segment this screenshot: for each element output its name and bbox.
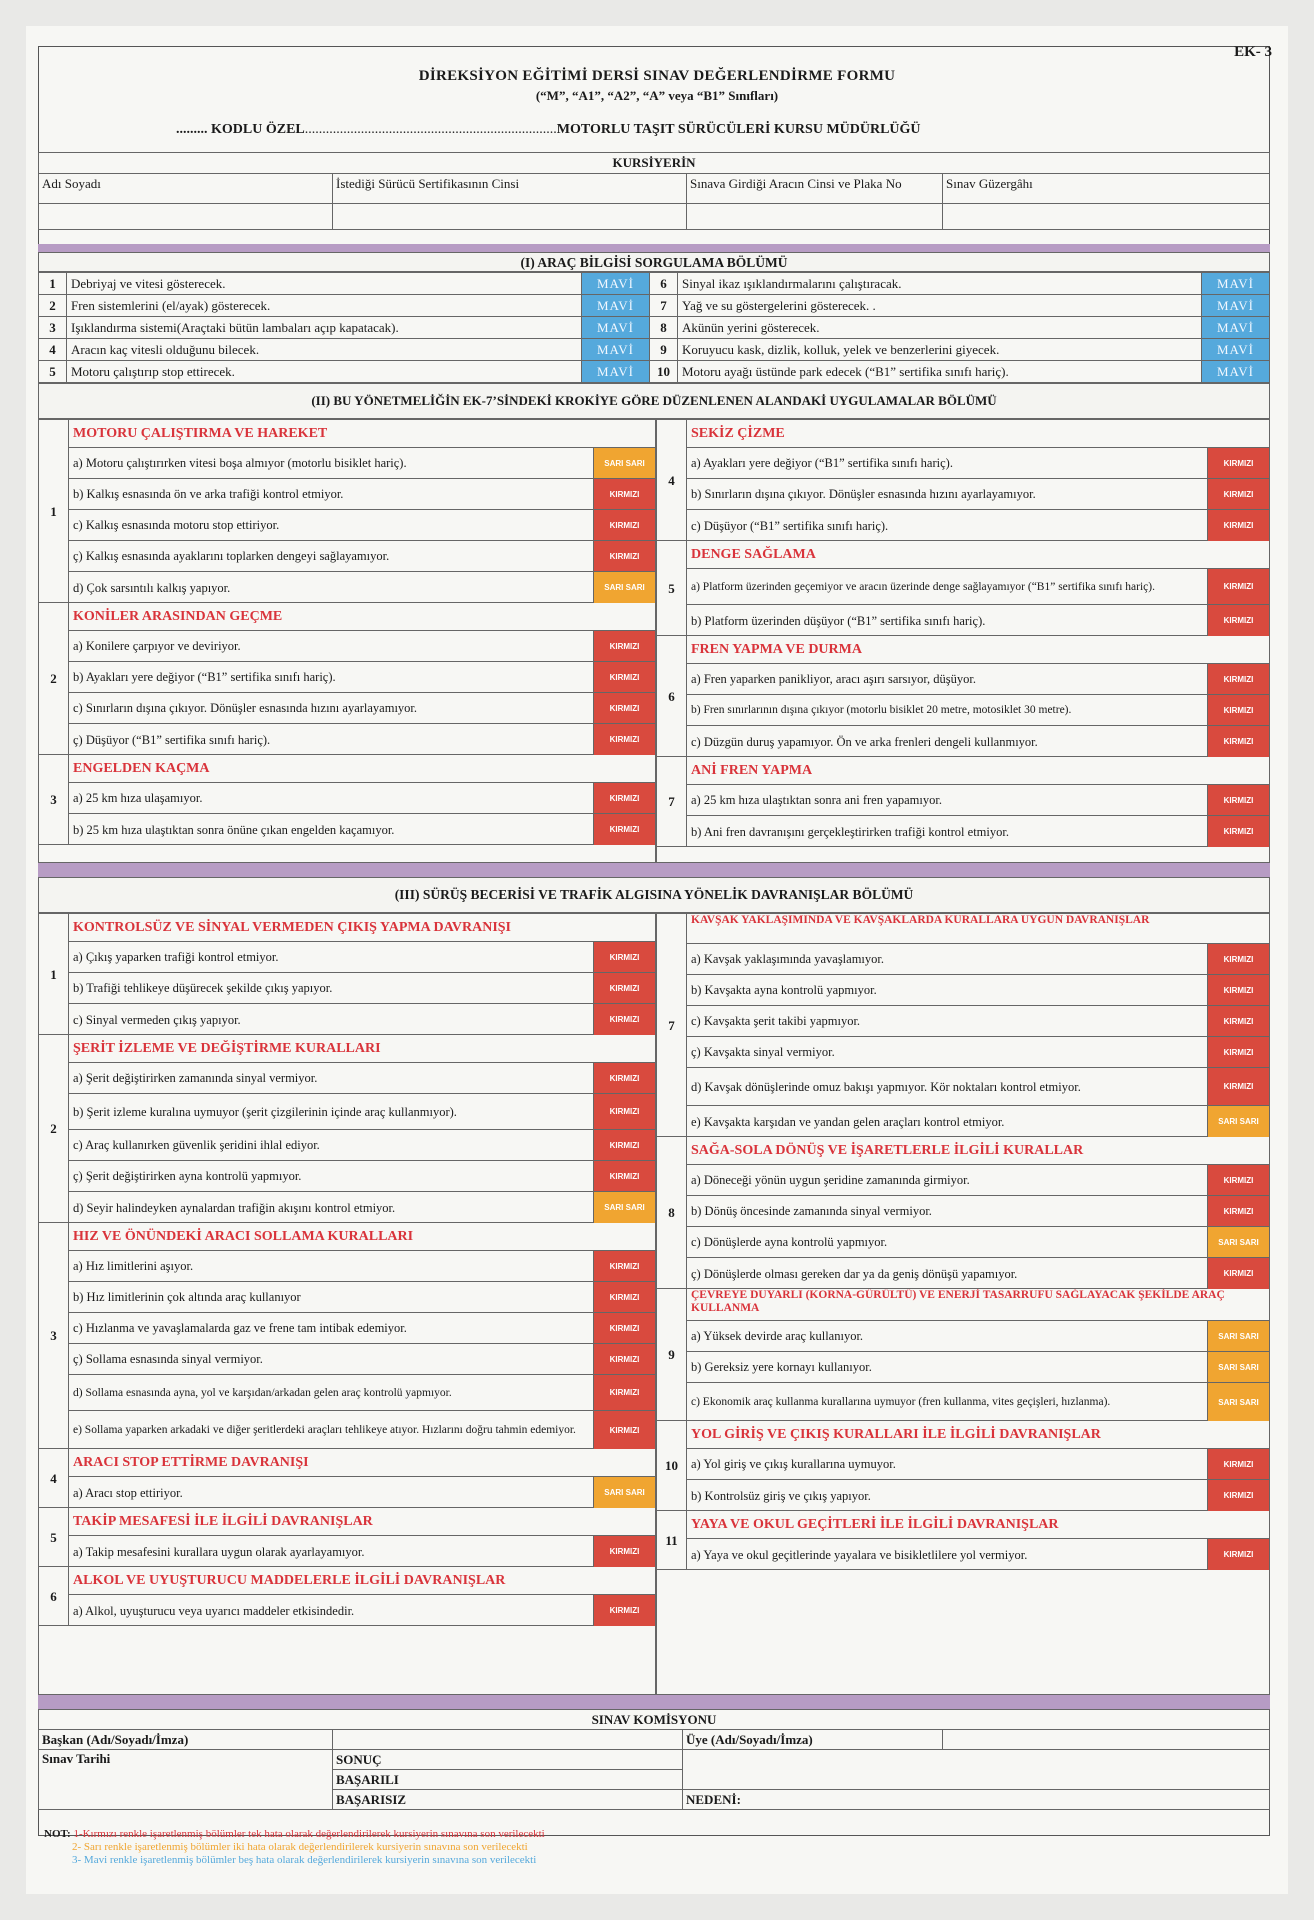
group-number: 1	[39, 420, 69, 603]
criteria-item	[69, 1161, 655, 1192]
criteria-group	[39, 1567, 655, 1626]
group-number: 4	[39, 1449, 69, 1508]
criteria-text: b) Kontrolsüz giriş ve çıkış yapıyor.	[691, 1488, 871, 1503]
section1-row	[39, 295, 1270, 317]
sari-badge[interactable]: SARI SARI	[1207, 1227, 1269, 1257]
group-number: 9	[657, 1289, 687, 1421]
criteria-text: d) Kavşak dönüşlerinde omuz bakışı yapmıyor. Kör noktaları kontrol etmiyor.	[691, 1079, 1081, 1094]
mavi-badge[interactable]: MAVİ	[1202, 361, 1270, 383]
criteria-group	[39, 420, 655, 603]
guzergah-label: Sınav Güzergâhı	[943, 174, 1270, 204]
group-number: 5	[657, 541, 687, 636]
kirmizi-badge[interactable]: KIRMIZI	[593, 1595, 655, 1626]
criteria-item	[687, 816, 1269, 847]
criteria-text: a) Kavşak yaklaşımında yavaşlamıyor.	[691, 952, 884, 966]
group-number: 10	[657, 1421, 687, 1511]
group-title: KONİLER ARASINDAN GEÇME	[69, 603, 655, 631]
basarisiz-option[interactable]: BAŞARISIZ	[333, 1790, 683, 1810]
criteria-item	[69, 1477, 655, 1508]
criteria-group	[657, 420, 1269, 541]
item-number: 10	[650, 361, 678, 383]
criteria-item	[687, 605, 1269, 636]
criteria-text: b) Sınırların dışına çıkıyor. Dönüşler esnasında hızını ayarlayamıyor.	[691, 487, 1036, 501]
criteria-item	[687, 1321, 1269, 1352]
kodlu-dots: ........................................................................	[304, 122, 557, 137]
kirmizi-badge[interactable]: KIRMIZI	[593, 1063, 655, 1093]
group-number: 4	[657, 420, 687, 541]
kirmizi-badge[interactable]: KIRMIZI	[593, 1130, 655, 1160]
section1-row	[39, 339, 1270, 361]
criteria-text: b) Kavşakta ayna kontrolü yapmıyor.	[691, 983, 877, 997]
sari-badge[interactable]: SARI SARI	[1207, 1383, 1269, 1421]
criteria-text: b) Ani fren davranışını gerçekleştirirken trafiği kontrol etmiyor.	[691, 824, 1009, 839]
section1-row	[39, 317, 1270, 339]
komisyon-table	[38, 1709, 1270, 1810]
criteria-item	[687, 1165, 1269, 1196]
item-text: Işıklandırma sistemi(Araçtaki bütün lambaları açıp kapatacak).	[67, 317, 582, 339]
criteria-group	[657, 1137, 1269, 1289]
group-title: HIZ VE ÖNÜNDEKİ ARACI SOLLAMA KURALLARI	[69, 1223, 655, 1251]
kirmizi-badge[interactable]: KIRMIZI	[1207, 664, 1269, 694]
kirmizi-badge[interactable]: KIRMIZI	[593, 541, 655, 571]
item-number: 8	[650, 317, 678, 339]
group-number: 1	[39, 914, 69, 1035]
kirmizi-badge[interactable]: KIRMIZI	[1207, 1037, 1269, 1067]
criteria-text: b) Trafiği tehlikeye düşürecek şekilde çıkış yapıyor.	[73, 981, 333, 995]
section1-row	[39, 273, 1270, 295]
criteria-item	[69, 1375, 655, 1411]
criteria-group	[657, 1511, 1269, 1570]
criteria-item	[687, 975, 1269, 1006]
mavi-badge[interactable]: MAVİ	[1202, 339, 1270, 361]
criteria-text: b) 25 km hıza ulaştıktan sonra önüne çıkan engelden kaçamıyor.	[73, 822, 395, 837]
group-title: TAKİP MESAFESİ İLE İLGİLİ DAVRANIŞLAR	[69, 1508, 655, 1536]
criteria-text: a) Alkol, uyuşturucu veya uyarıcı maddeler etkisindedir.	[73, 1603, 355, 1618]
tarih-label: Sınav Tarihi	[39, 1750, 333, 1810]
criteria-item	[69, 693, 655, 724]
criteria-text: b) Dönüş öncesinde zamanında sinyal vermiyor.	[691, 1204, 932, 1218]
adi-soyadi-field[interactable]	[39, 204, 333, 230]
criteria-text: a) Platform üzerinden geçemiyor ve aracın üzerinde denge sağlayamıyor (“B1” sertifika sınıfı hariç).	[691, 580, 1155, 593]
item-number: 6	[650, 273, 678, 295]
sari-badge[interactable]: SARI SARI	[1207, 1321, 1269, 1351]
group-title: SEKİZ ÇİZME	[687, 420, 1269, 448]
basarili-option[interactable]: BAŞARILI	[333, 1770, 683, 1790]
kodlu-right: MOTORLU TAŞIT SÜRÜCÜLERİ KURSU MÜDÜRLÜĞÜ	[556, 122, 921, 137]
criteria-text: d) Seyir halindeyken aynalardan trafiğin akışını kontrol etmiyor.	[73, 1200, 396, 1215]
group-title: YOL GİRİŞ VE ÇIKIŞ KURALLARI İLE İLGİLİ DAVRANIŞLAR	[687, 1421, 1269, 1449]
criteria-item	[69, 1004, 655, 1035]
criteria-group	[657, 757, 1269, 847]
item-number: 2	[39, 295, 67, 317]
group-title: DENGE SAĞLAMA	[687, 541, 1269, 569]
criteria-item	[69, 541, 655, 572]
form-title: DİREKSİYON EĞİTİMİ DERSİ SINAV DEĞERLENDİRME FORMU	[418, 68, 896, 84]
kirmizi-badge[interactable]: KIRMIZI	[593, 1375, 655, 1410]
criteria-item	[687, 1006, 1269, 1037]
criteria-text: d) Çok sarsıntılı kalkış yapıyor.	[73, 580, 231, 595]
item-text: Akünün yerini gösterecek.	[678, 317, 1202, 339]
criteria-text: ç) Kavşakta sinyal vermiyor.	[691, 1045, 835, 1059]
kirmizi-badge[interactable]: KIRMIZI	[1207, 726, 1269, 757]
criteria-text: ç) Düşüyor (“B1” sertifika sınıfı hariç).	[73, 732, 271, 747]
group-number: 6	[39, 1567, 69, 1626]
section3-title: (III) SÜRÜŞ BECERİSİ VE TRAFİK ALGISINA YÖNELİK DAVRANIŞLAR BÖLÜMÜ	[38, 877, 1270, 913]
criteria-text: b) Şerit izleme kuralına uymuyor (şerit çizgilerinin içinde araç kullanmıyor).	[73, 1104, 457, 1119]
criteria-text: c) Kavşakta şerit takibi yapmıyor.	[691, 1014, 861, 1028]
criteria-text: c) Düşüyor (“B1” sertifika sınıfı hariç).	[691, 518, 889, 533]
criteria-item	[687, 1227, 1269, 1258]
kirmizi-badge[interactable]: KIRMIZI	[593, 693, 655, 723]
group-number: 3	[39, 755, 69, 845]
section2-right-column	[656, 419, 1270, 863]
criteria-text: c) Düzgün duruş yapamıyor. Ön ve arka frenleri dengeli kullanmıyor.	[691, 734, 1038, 749]
criteria-item	[687, 510, 1269, 541]
item-number: 9	[650, 339, 678, 361]
criteria-item	[69, 510, 655, 541]
criteria-item	[687, 1106, 1269, 1137]
item-text: Motoru çalıştırıp stop ettirecek.	[67, 361, 582, 383]
item-text: Yağ ve su göstergelerini gösterecek. .	[678, 295, 1202, 317]
criteria-item	[687, 695, 1269, 726]
criteria-item	[687, 726, 1269, 757]
criteria-text: a) Döneceği yönün uygun şeridine zamanında girmiyor.	[691, 1173, 970, 1187]
mavi-badge[interactable]: MAVİ	[1202, 273, 1270, 295]
form-subtitle: (“M”, “A1”, “A2”, “A” veya “B1” Sınıfları)	[535, 88, 779, 103]
kirmizi-badge[interactable]: KIRMIZI	[593, 631, 655, 661]
kodlu-left: ......... KODLU ÖZEL	[176, 122, 305, 137]
criteria-item	[687, 1037, 1269, 1068]
criteria-item	[687, 1068, 1269, 1106]
kirmizi-badge[interactable]: KIRMIZI	[593, 1094, 655, 1129]
baskan-sign-field[interactable]	[333, 1730, 683, 1750]
item-text: Motoru ayağı üstünde park edecek (“B1” sertifika sınıfı hariç).	[678, 361, 1202, 383]
group-title: ENGELDEN KAÇMA	[69, 755, 655, 783]
section1-bar	[38, 244, 1270, 252]
group-title: ALKOL VE UYUŞTURUCU MADDELERLE İLGİLİ DAVRANIŞLAR	[69, 1567, 655, 1595]
criteria-text: a) Yaya ve okul geçitlerinde yayalara ve bisikletlilere yol vermiyor.	[691, 1547, 1028, 1562]
kirmizi-badge[interactable]: KIRMIZI	[593, 1411, 655, 1449]
group-number: 6	[657, 636, 687, 757]
criteria-text: e) Sollama yaparken arkadaki ve diğer şeritlerdeki araçları tehlikeye atıyor. Hızlarını doğru tahmin edemiyor.	[73, 1424, 576, 1436]
section2-title: (II) BU YÖNETMELİĞİN EK-7’SİNDEKİ KROKİYE GÖRE DÜZENLENEN ALANDAKİ UYGULAMALAR BÖLÜMÜ	[38, 383, 1270, 419]
item-number: 3	[39, 317, 67, 339]
criteria-group	[657, 914, 1269, 1137]
uye-label: Üye (Adı/Soyadı/İmza)	[683, 1730, 943, 1750]
criteria-item	[69, 724, 655, 755]
criteria-item	[69, 1063, 655, 1094]
criteria-group	[39, 1508, 655, 1567]
kirmizi-badge[interactable]: KIRMIZI	[1207, 1068, 1269, 1105]
group-title: FREN YAPMA VE DURMA	[687, 636, 1269, 664]
criteria-group	[39, 603, 655, 755]
section2-left-column	[38, 419, 656, 863]
criteria-group	[657, 1289, 1269, 1421]
criteria-item	[69, 479, 655, 510]
group-number: 2	[39, 603, 69, 755]
section1-row	[39, 361, 1270, 383]
criteria-item	[687, 1258, 1269, 1289]
kirmizi-badge[interactable]: KIRMIZI	[1207, 1165, 1269, 1195]
criteria-item	[69, 1344, 655, 1375]
guzergah-field[interactable]	[943, 204, 1270, 230]
note-blue: 3- Mavi renkle işaretlenmiş bölümler beş hata olarak değerlendirilerek kursiyerin sınavına son verilecekti	[72, 1854, 537, 1866]
item-text: Koruyucu kask, dizlik, kolluk, yelek ve benzerlerini giyecek.	[678, 339, 1202, 361]
sari-badge[interactable]: SARI SARI	[593, 1192, 655, 1223]
criteria-item	[687, 944, 1269, 975]
criteria-text: a) 25 km hıza ulaşamıyor.	[73, 791, 203, 805]
criteria-text: a) Fren yaparken panikliyor, aracı aşırı sarsıyor, düşüyor.	[691, 672, 977, 686]
criteria-item	[69, 1595, 655, 1626]
nedeni-label[interactable]: NEDENİ:	[683, 1790, 1270, 1810]
sari-badge[interactable]: SARI SARI	[593, 1477, 655, 1508]
criteria-text: e) Kavşakta karşıdan ve yandan gelen araçları kontrol etmiyor.	[691, 1114, 1005, 1129]
criteria-text: c) Sınırların dışına çıkıyor. Dönüşler esnasında hızını ayarlayamıyor.	[73, 701, 418, 715]
criteria-text: b) Platform üzerinden düşüyor (“B1” sertifika sınıfı hariç).	[691, 613, 986, 628]
group-number: 11	[657, 1511, 687, 1570]
criteria-item	[687, 1539, 1269, 1570]
section1-title: (I) ARAÇ BİLGİSİ SORGULAMA BÖLÜMÜ	[38, 252, 1270, 272]
adi-soyadi-label: Adı Soyadı	[39, 174, 333, 204]
criteria-text: b) Fren sınırlarının dışına çıkıyor (motorlu bisiklet 20 metre, motosiklet 30 metre).	[691, 704, 1072, 716]
section2-end-bar	[38, 863, 1270, 877]
kirmizi-badge[interactable]: KIRMIZI	[1207, 1480, 1269, 1511]
criteria-text: ç) Şerit değiştirirken ayna kontrolü yapmıyor.	[73, 1169, 302, 1183]
criteria-text: a) Konilere çarpıyor ve deviriyor.	[73, 639, 241, 653]
item-number: 1	[39, 273, 67, 295]
criteria-item	[69, 1536, 655, 1567]
criteria-item	[69, 662, 655, 693]
criteria-text: c) Sinyal vermeden çıkış yapıyor.	[73, 1012, 241, 1027]
criteria-text: b) Ayakları yere değiyor (“B1” sertifika sınıfı hariç).	[73, 670, 336, 684]
kirmizi-badge[interactable]: KIRMIZI	[1207, 510, 1269, 541]
kirmizi-badge[interactable]: KIRMIZI	[593, 942, 655, 972]
group-number: 3	[39, 1223, 69, 1449]
group-title: KONTROLSÜZ VE SİNYAL VERMEDEN ÇIKIŞ YAPMA DAVRANIŞI	[69, 914, 655, 942]
criteria-text: a) 25 km hıza ulaştıktan sonra ani fren yapamıyor.	[691, 793, 942, 807]
mavi-badge[interactable]: MAVİ	[582, 273, 650, 295]
section3-left-column	[38, 913, 656, 1695]
note-yellow: 2- Sarı renkle işaretlenmiş bölümler iki hata olarak değerlendirilerek kursiyerin sınavına son verilecekti	[72, 1841, 528, 1853]
group-number: 7	[657, 914, 687, 1137]
criteria-item	[69, 1192, 655, 1223]
group-title: ŞERİT İZLEME VE DEĞİŞTİRME KURALLARI	[69, 1035, 655, 1063]
group-number: 2	[39, 1035, 69, 1223]
group-title: SAĞA-SOLA DÖNÜŞ VE İŞARETLERLE İLGİLİ KURALLAR	[687, 1137, 1269, 1165]
criteria-item	[69, 631, 655, 662]
kursiyer-title: KURSİYERİN	[39, 153, 1270, 174]
criteria-item	[69, 1313, 655, 1344]
criteria-item	[687, 479, 1269, 510]
item-number: 7	[650, 295, 678, 317]
kirmizi-badge[interactable]: KIRMIZI	[1207, 569, 1269, 604]
komisyon-title: SINAV KOMİSYONU	[39, 1710, 1270, 1730]
criteria-text: c) Ekonomik araç kullanma kurallarına uymuyor (fren kullanma, vites geçişleri, hızlanma).	[691, 1396, 1111, 1408]
item-text: Aracın kaç vitesli olduğunu bilecek.	[67, 339, 582, 361]
kirmizi-badge[interactable]: KIRMIZI	[593, 510, 655, 540]
group-title: ARACI STOP ETTİRME DAVRANIŞI	[69, 1449, 655, 1477]
criteria-item	[687, 448, 1269, 479]
mavi-badge[interactable]: MAVİ	[582, 295, 650, 317]
kirmizi-badge[interactable]: KIRMIZI	[1207, 1006, 1269, 1036]
kirmizi-badge[interactable]: KIRMIZI	[593, 973, 655, 1003]
criteria-item	[687, 1480, 1269, 1511]
kirmizi-badge[interactable]: KIRMIZI	[1207, 1258, 1269, 1289]
criteria-text: b) Kalkış esnasında ön ve arka trafiği kontrol etmiyor.	[73, 487, 344, 501]
kirmizi-badge[interactable]: KIRMIZI	[593, 724, 655, 755]
criteria-group	[39, 1223, 655, 1449]
criteria-group	[39, 914, 655, 1035]
criteria-text: ç) Sollama esnasında sinyal vermiyor.	[73, 1352, 263, 1366]
criteria-item	[69, 572, 655, 603]
criteria-item	[687, 1449, 1269, 1480]
item-text: Fren sistemlerini (el/ayak) gösterecek.	[67, 295, 582, 317]
arac-plaka-field[interactable]	[687, 204, 943, 230]
kirmizi-badge[interactable]: KIRMIZI	[593, 479, 655, 509]
criteria-text: ç) Kalkış esnasında ayaklarını toplarken dengeyi sağlayamıyor.	[73, 549, 390, 563]
form-sheet	[26, 26, 1288, 1894]
section3-right-column	[656, 913, 1270, 1695]
criteria-item	[69, 1282, 655, 1313]
item-text: Debriyaj ve vitesi gösterecek.	[67, 273, 582, 295]
criteria-item	[69, 1411, 655, 1449]
group-number: 5	[39, 1508, 69, 1567]
item-number: 4	[39, 339, 67, 361]
kirmizi-badge[interactable]: KIRMIZI	[593, 662, 655, 692]
mavi-badge[interactable]: MAVİ	[1202, 317, 1270, 339]
criteria-item	[69, 783, 655, 814]
group-title: MOTORU ÇALIŞTIRMA VE HAREKET	[69, 420, 655, 448]
kirmizi-badge[interactable]: KIRMIZI	[593, 1251, 655, 1281]
kursiyer-table	[38, 152, 1270, 230]
mavi-badge[interactable]: MAVİ	[582, 317, 650, 339]
group-number: 7	[657, 757, 687, 847]
sonuc-field[interactable]	[683, 1750, 1270, 1790]
criteria-group	[657, 541, 1269, 636]
group-title: ÇEVREYE DUYARLI (KORNA-GÜRÜLTÜ) VE ENERJİ TASARRUFU SAĞLAYACAK ŞEKİLDE ARAÇ KULLANMA	[687, 1289, 1269, 1321]
criteria-text: a) Takip mesafesini kurallara uygun olarak ayarlayamıyor.	[73, 1544, 365, 1559]
mavi-badge[interactable]: MAVİ	[582, 361, 650, 383]
criteria-item	[69, 814, 655, 845]
kirmizi-badge[interactable]: KIRMIZI	[1207, 975, 1269, 1005]
kirmizi-badge[interactable]: KIRMIZI	[1207, 816, 1269, 847]
group-title: ANİ FREN YAPMA	[687, 757, 1269, 785]
criteria-text: a) Çıkış yaparken trafiği kontrol etmiyor.	[73, 950, 279, 964]
criteria-text: a) Yüksek devirde araç kullanıyor.	[691, 1329, 864, 1343]
group-number: 8	[657, 1137, 687, 1289]
criteria-group	[39, 1449, 655, 1508]
group-title: YAYA VE OKUL GEÇİTLERİ İLE İLGİLİ DAVRANIŞLAR	[687, 1511, 1269, 1539]
criteria-text: c) Hızlanma ve yavaşlamalarda gaz ve frene tam intibak edemiyor.	[73, 1321, 407, 1335]
criteria-group	[39, 1035, 655, 1223]
criteria-item	[69, 973, 655, 1004]
mavi-badge[interactable]: MAVİ	[1202, 295, 1270, 317]
kirmizi-badge[interactable]: KIRMIZI	[593, 783, 655, 813]
note-red: 1-Kırmızı renkle işaretlenmiş bölümler tek hata olarak değerlendirilerek kursiyerin sınavına son verilecekti	[73, 1828, 545, 1840]
notes-label: NOT:	[44, 1828, 71, 1840]
mavi-badge[interactable]: MAVİ	[582, 339, 650, 361]
criteria-item	[687, 569, 1269, 605]
kirmizi-badge[interactable]: KIRMIZI	[1207, 1449, 1269, 1479]
sari-badge[interactable]: SARI SARI	[593, 572, 655, 603]
sari-badge[interactable]: SARI SARI	[593, 448, 655, 478]
kirmizi-badge[interactable]: KIRMIZI	[1207, 479, 1269, 509]
kirmizi-badge[interactable]: KIRMIZI	[593, 1313, 655, 1343]
criteria-item	[69, 1094, 655, 1130]
item-text: Sinyal ikaz ışıklandırmalarını çalıştıracak.	[678, 273, 1202, 295]
criteria-text: c) Dönüşlerde ayna kontrolü yapmıyor.	[691, 1235, 888, 1249]
kirmizi-badge[interactable]: KIRMIZI	[593, 814, 655, 845]
kirmizi-badge[interactable]: KIRMIZI	[593, 1004, 655, 1035]
criteria-item	[69, 942, 655, 973]
criteria-item	[687, 785, 1269, 816]
section1-table	[38, 272, 1270, 383]
criteria-item	[69, 1130, 655, 1161]
kirmizi-badge[interactable]: KIRMIZI	[1207, 944, 1269, 974]
kirmizi-badge[interactable]: KIRMIZI	[593, 1161, 655, 1191]
sari-badge[interactable]: SARI SARI	[1207, 1352, 1269, 1382]
uye-sign-field[interactable]	[943, 1730, 1270, 1750]
kirmizi-badge[interactable]: KIRMIZI	[593, 1536, 655, 1567]
criteria-text: a) Yol giriş ve çıkış kurallarına uymuyor.	[691, 1457, 896, 1471]
notes	[44, 1828, 545, 1867]
criteria-text: a) Motoru çalıştırırken vitesi boşa almıyor (motorlu bisiklet hariç).	[73, 456, 407, 470]
criteria-text: d) Sollama esnasında ayna, yol ve karşıdan/arkadan gelen araç kontrolü yapmıyor.	[73, 1386, 452, 1399]
sonuc-label: SONUÇ	[333, 1750, 683, 1770]
kirmizi-badge[interactable]: KIRMIZI	[1207, 605, 1269, 636]
arac-plaka-label: Sınava Girdiği Aracın Cinsi ve Plaka No	[687, 174, 943, 204]
group-title: KAVŞAK YAKLAŞIMINDA VE KAVŞAKLARDA KURALLARA UYGUN DAVRANIŞLAR	[687, 914, 1269, 944]
sertifika-field[interactable]	[333, 204, 687, 230]
kodlu-line	[176, 122, 921, 138]
sari-badge[interactable]: SARI SARI	[1207, 1106, 1269, 1137]
criteria-text: a) Hız limitlerini aşıyor.	[73, 1259, 194, 1273]
kirmizi-badge[interactable]: KIRMIZI	[1207, 695, 1269, 725]
criteria-text: c) Araç kullanırken güvenlik şeridini ihlal ediyor.	[73, 1138, 320, 1152]
ek-label: EK- 3	[1234, 44, 1272, 60]
kirmizi-badge[interactable]: KIRMIZI	[1207, 448, 1269, 478]
kirmizi-badge[interactable]: KIRMIZI	[1207, 785, 1269, 815]
criteria-item	[687, 1383, 1269, 1421]
section3-end-bar	[38, 1695, 1270, 1709]
criteria-group	[657, 1421, 1269, 1511]
kirmizi-badge[interactable]: KIRMIZI	[1207, 1539, 1269, 1570]
sertifika-label: İstediği Sürücü Sertifikasının Cinsi	[333, 174, 687, 204]
item-number: 5	[39, 361, 67, 383]
baskan-label: Başkan (Adı/Soyadı/İmza)	[39, 1730, 333, 1750]
criteria-item	[69, 1251, 655, 1282]
criteria-item	[687, 664, 1269, 695]
criteria-group	[39, 755, 655, 845]
kirmizi-badge[interactable]: KIRMIZI	[593, 1344, 655, 1374]
criteria-group	[657, 636, 1269, 757]
criteria-text: a) Ayakları yere değiyor (“B1” sertifika sınıfı hariç).	[691, 456, 953, 470]
criteria-text: b) Gereksiz yere kornayı kullanıyor.	[691, 1360, 872, 1374]
criteria-text: c) Kalkış esnasında motoru stop ettiriyor.	[73, 518, 280, 532]
criteria-text: a) Şerit değiştirirken zamanında sinyal vermiyor.	[73, 1071, 318, 1085]
criteria-item	[69, 448, 655, 479]
criteria-item	[687, 1196, 1269, 1227]
criteria-text: a) Aracı stop ettiriyor.	[73, 1485, 183, 1500]
kirmizi-badge[interactable]: KIRMIZI	[593, 1282, 655, 1312]
criteria-text: ç) Dönüşlerde olması gereken dar ya da geniş dönüşü yapamıyor.	[691, 1266, 1018, 1281]
criteria-item	[687, 1352, 1269, 1383]
kirmizi-badge[interactable]: KIRMIZI	[1207, 1196, 1269, 1226]
criteria-text: b) Hız limitlerinin çok altında araç kullanıyor	[73, 1290, 301, 1304]
